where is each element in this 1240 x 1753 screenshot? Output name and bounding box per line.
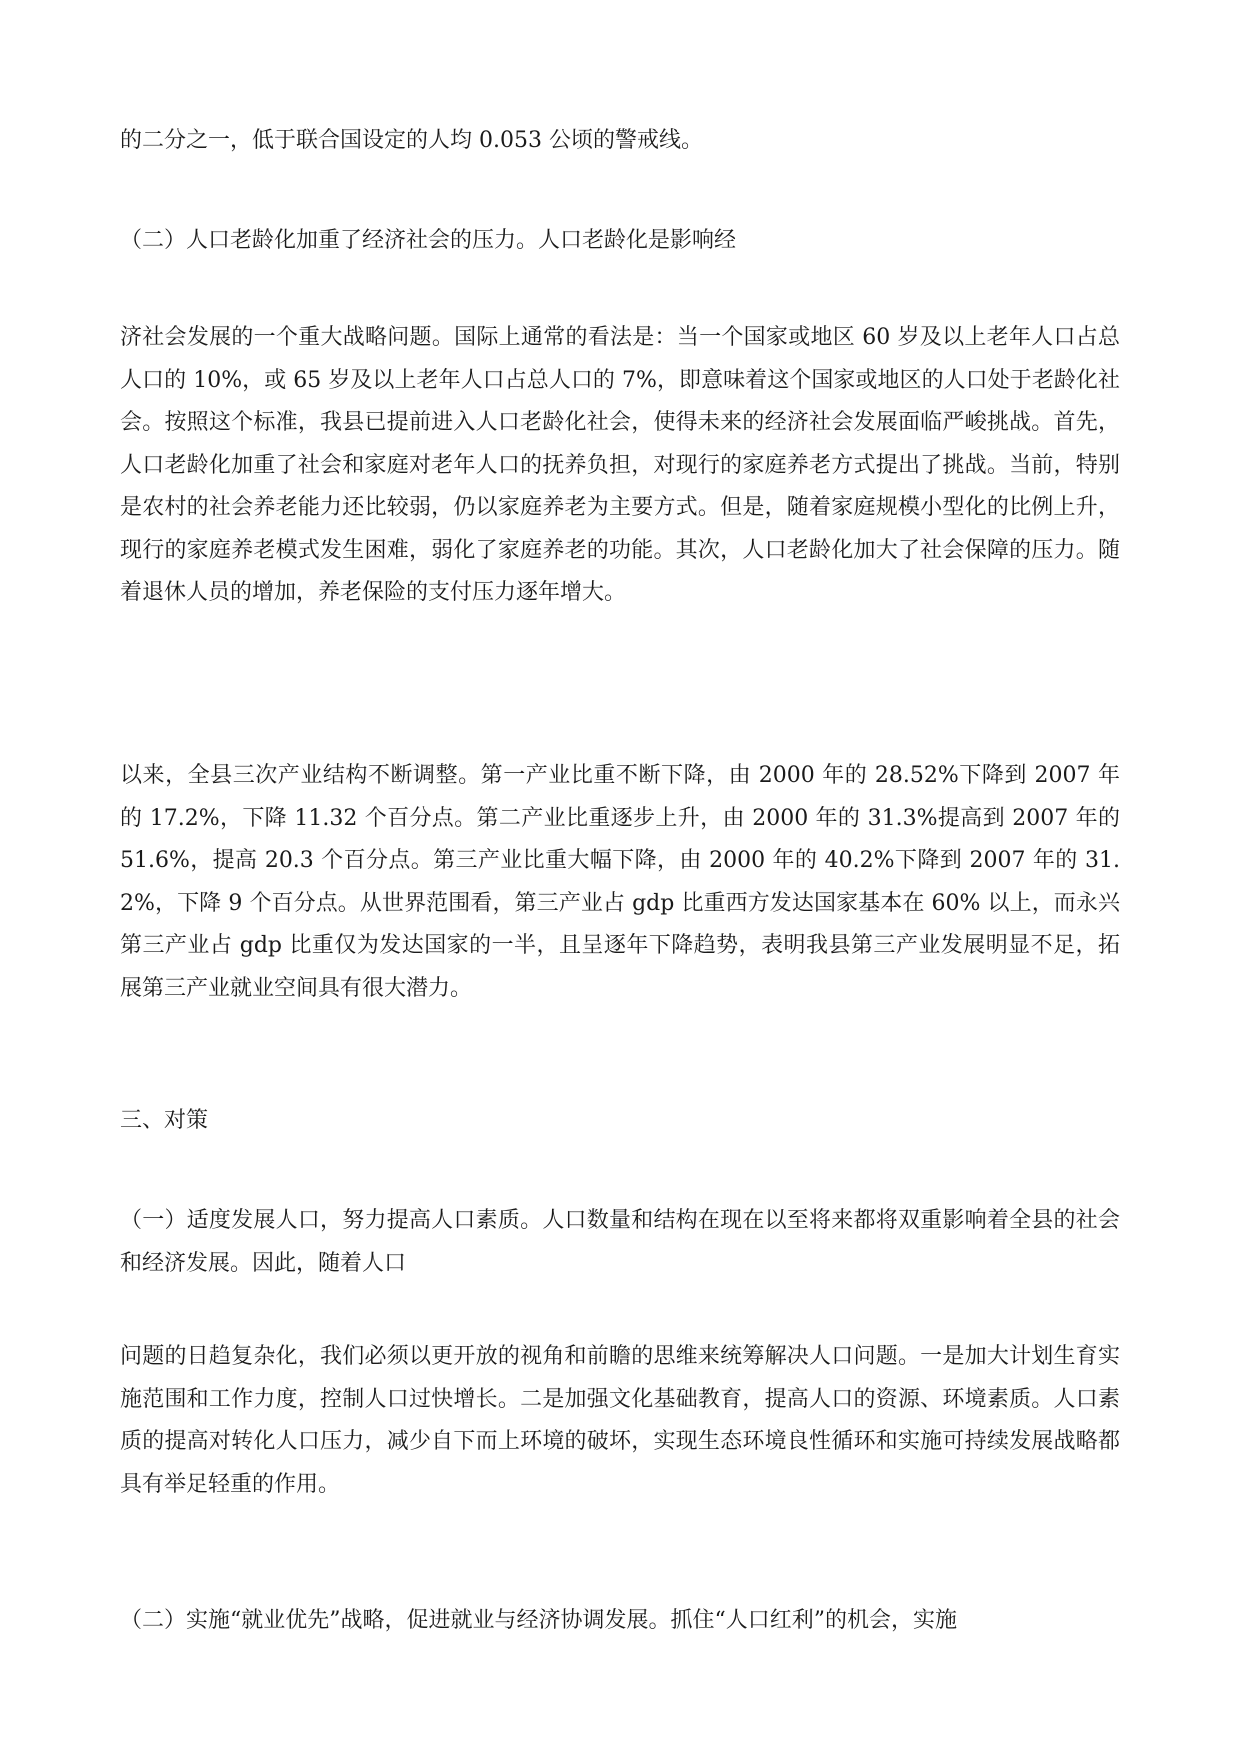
paragraph-aging-body: 济社会发展的一个重大战略问题。国际上通常的看法是：当一个国家或地区 60 岁及以上老年人口占总人口的 10%，或 65 岁及以上老年人口占总人口的 7%，即意味着这个国家或地区的人口处于老龄化社会。按照这个标准，我县已提前进入人口老龄化社会，使得未来的经济社会发展面临严峻挑战。首先，人口老龄化加重了社会和家庭对老年人口的抚养负担，对现行的家庭养老方式提出了挑战。当前，特别是农村的社会养老能力还比较弱，仍以家庭养老为主要方式。但是，随着家庭规模小型化的比例上升，现行的家庭养老模式发生困难，弱化了家庭养老的功能。其次，人口老龄化加大了社会保障的压力。随着退休人员的增加，养老保险的支付压力逐年增大。 — [120, 325, 1120, 605]
paragraph-population-policy: 问题的日趋复杂化，我们必须以更开放的视角和前瞻的思维来统筹解决人口问题。一是加大计划生育实施范围和工作力度，控制人口过快增长。二是加强文化基础教育，提高人口的资源、环境素质。人口素质的提高对转化人口压力，减少自下而上环境的破坏，实现生态环境良性循环和实施可持续发展战略都具有举足轻重的作用。 — [120, 1344, 1120, 1497]
paragraph-population-quality: （一）适度发展人口，努力提高人口素质。人口数量和结构在现在以至将来都将双重影响着全县的社会和经济发展。因此，随着人口 — [120, 1208, 1120, 1276]
paragraph-aging-heading: （二）人口老龄化加重了经济社会的压力。人口老龄化是影响经 — [120, 228, 737, 253]
section-heading-countermeasures: 三、对策 — [120, 1108, 209, 1133]
paragraph-employment-priority: （二）实施“就业优先”战略，促进就业与经济协调发展。抓住“人口红利”的机会，实施 — [120, 1608, 957, 1633]
paragraph-land-warning-line: 的二分之一，低于联合国设定的人均 0.053 公顷的警戒线。 — [120, 128, 703, 153]
paragraph-industry-structure: 以来，全县三次产业结构不断调整。第一产业比重不断下降，由 2000 年的 28.52%下降到 2007 年的 17.2%，下降 11.32 个百分点。第二产业比重逐步上升，由 2000 年的 31.3%提高到 2007 年的 51.6%，提高 20.3 个百分点。第三产业比重大幅下降，由 2000 年的 40.2%下降到 2007 年的 31.2%，下降 9 个百分点。从世界范围看，第三产业占 gdp 比重西方发达国家基本在 60% 以上，而永兴第三产业占 gdp 比重仅为发达国家的一半，且呈逐年下降趋势，表明我县第三产业发展明显不足，拓展第三产业就业空间具有很大潜力。 — [120, 763, 1120, 1001]
